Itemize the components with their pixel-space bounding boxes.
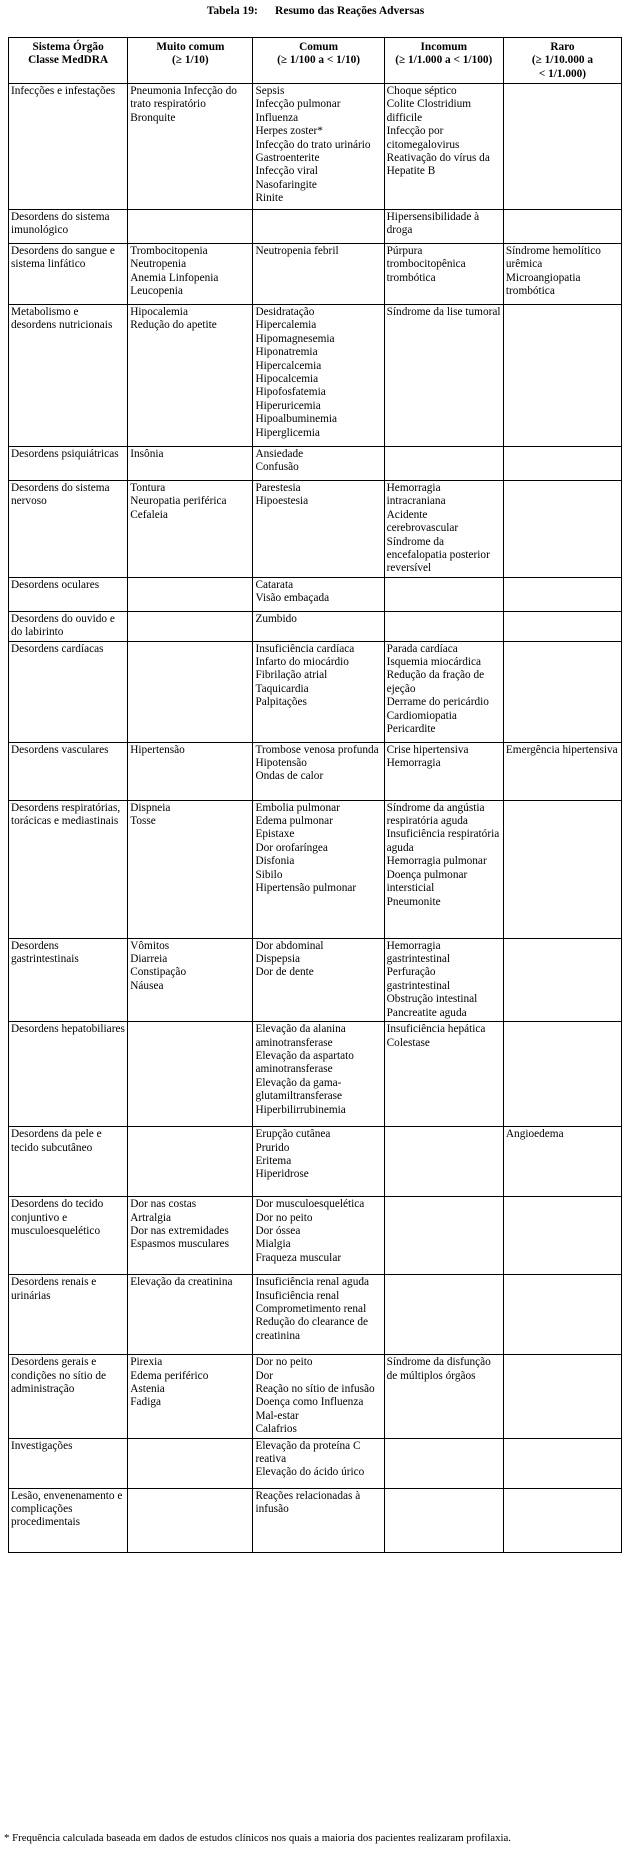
reaction-item: Neuropatia periférica <box>130 495 227 508</box>
header-very-common <box>128 38 253 84</box>
table-row <box>9 210 622 244</box>
very-common-cell <box>128 447 253 481</box>
reaction-item: Dor nas extremidades <box>130 1224 229 1237</box>
reaction-item: Angioedema <box>505 1128 564 1141</box>
reaction-item: Hiponatremia <box>255 346 318 359</box>
reaction-item: Eritema <box>255 1154 292 1167</box>
rare-cell <box>503 481 621 578</box>
reaction-item: Edema periférico <box>130 1369 209 1382</box>
reaction-item: Isquemia miocárdica <box>386 656 482 669</box>
common-cell <box>253 210 384 244</box>
reaction-item: Hipertensão pulmonar <box>255 882 357 895</box>
reaction-item: Leucopenia <box>130 285 183 298</box>
reaction-item: Ondas de calor <box>255 770 324 783</box>
header-line: (≥ 1/10) <box>172 54 209 67</box>
uncommon-cell <box>384 1275 503 1355</box>
rare-cell <box>503 1355 621 1438</box>
reaction-item: Infecção pulmonar <box>255 98 341 111</box>
reaction-item: Colestase <box>386 1036 430 1049</box>
reaction-item: Elevação da alanina aminotransferase <box>255 1023 346 1049</box>
common-cell <box>253 84 384 210</box>
system-organ-class-label: Desordens vasculares <box>11 743 109 756</box>
very-common-cell <box>128 305 253 447</box>
reaction-item: Hipoestesia <box>255 495 309 508</box>
system-organ-class-cell <box>9 244 128 305</box>
reaction-item: Disfonia <box>255 855 295 868</box>
reaction-item: Catarata <box>255 578 294 591</box>
reaction-item: Vômitos <box>130 939 170 952</box>
reaction-item: Insuficiência renal aguda <box>255 1276 370 1289</box>
reaction-item: Trombocitopenia <box>130 245 208 257</box>
header-uncommon <box>384 38 503 84</box>
common-cell <box>253 800 384 938</box>
table-row <box>9 1355 622 1438</box>
system-organ-class-cell <box>9 210 128 244</box>
reaction-item: Tontura <box>130 482 166 494</box>
reaction-item: Sepsis <box>255 85 285 97</box>
system-organ-class-cell <box>9 1355 128 1438</box>
reaction-item: Hipomagnesemia <box>255 332 335 345</box>
rare-cell <box>503 305 621 447</box>
system-organ-class-label: Desordens da pele e tecido subcutâneo <box>11 1128 102 1154</box>
system-organ-class-cell <box>9 611 128 641</box>
header-rare <box>503 38 621 84</box>
rare-cell <box>503 244 621 305</box>
rare-cell <box>503 1022 621 1127</box>
system-organ-class-cell <box>9 1127 128 1197</box>
reaction-item: Pericardite <box>386 723 436 736</box>
header-line: Incomum <box>420 41 467 53</box>
reaction-item: Reação no sítio de infusão Doença como Influenza Mal-estar <box>255 1382 375 1422</box>
reaction-item: Hipercalcemia <box>255 359 322 372</box>
uncommon-cell <box>384 800 503 938</box>
system-organ-class-cell <box>9 641 128 742</box>
reaction-item: Prurido <box>255 1141 290 1154</box>
reaction-item: Mialgia <box>255 1238 291 1251</box>
header-system-organ-class <box>9 38 128 84</box>
reaction-item: Hipertensão <box>130 743 185 756</box>
header-line: Muito comum <box>156 41 225 53</box>
table-row <box>9 447 622 481</box>
reaction-item: Espasmos musculares <box>130 1238 230 1251</box>
reaction-item: Emergência hipertensiva <box>505 743 618 756</box>
uncommon-cell <box>384 742 503 800</box>
reaction-item: Anemia Linfopenia <box>130 271 219 284</box>
rare-cell <box>503 800 621 938</box>
system-organ-class-label: Desordens psiquiátricas <box>11 448 119 460</box>
very-common-cell <box>128 244 253 305</box>
system-organ-class-cell <box>9 1022 128 1127</box>
reaction-item: Insônia <box>130 448 164 460</box>
reaction-item: Neutropenia febril <box>255 245 339 257</box>
reaction-item: Sibilo <box>255 868 283 881</box>
rare-cell <box>503 1488 621 1552</box>
reaction-item: Dor orofaríngea <box>255 841 328 854</box>
system-organ-class-cell <box>9 577 128 611</box>
common-cell <box>253 641 384 742</box>
reaction-item: Hipercalemia <box>255 319 317 332</box>
common-cell <box>253 938 384 1021</box>
reaction-item: Crise hipertensiva <box>386 743 469 756</box>
system-organ-class-label: Desordens cardíacas <box>11 642 104 655</box>
very-common-cell <box>128 481 253 578</box>
reaction-item: Comprometimento renal <box>255 1302 367 1315</box>
reaction-item: Hiperuricemia <box>255 399 321 412</box>
common-cell <box>253 1197 384 1275</box>
reaction-item: Fraqueza muscular <box>255 1251 342 1264</box>
reaction-item: Redução do apetite <box>130 319 217 332</box>
reaction-item: Herpes zoster* <box>255 125 323 138</box>
reaction-item: Hiperbilirrubinemia <box>255 1103 346 1116</box>
reaction-item: Doença pulmonar intersticial <box>386 868 468 895</box>
reaction-item: Diarreia <box>130 953 168 966</box>
reaction-item: Elevação da gama-glutamiltransferase <box>255 1076 343 1103</box>
table-row <box>9 641 622 742</box>
common-cell <box>253 1022 384 1127</box>
system-organ-class-cell <box>9 742 128 800</box>
reaction-item: Bronquite <box>130 111 176 124</box>
reaction-item: Infecção por citomegalovirus <box>386 125 460 151</box>
adverse-reactions-table <box>8 37 622 1553</box>
reaction-item: Infecção do trato urinário <box>255 138 371 151</box>
header-line: Comum <box>299 41 339 53</box>
header-line: (≥ 1/10.000 a <box>531 54 593 67</box>
header-line: Sistema Órgão <box>32 41 104 53</box>
reaction-item: Elevação da creatinina <box>130 1276 233 1289</box>
table-row <box>9 1438 622 1488</box>
reaction-item: Edema pulmonar <box>255 815 333 828</box>
reaction-item: Insuficiência cardíaca <box>255 642 355 655</box>
very-common-cell <box>128 577 253 611</box>
reaction-item: Taquicardia <box>255 682 309 695</box>
system-organ-class-cell <box>9 800 128 938</box>
system-organ-class-cell <box>9 305 128 447</box>
reaction-item: Hemorragia <box>386 757 441 770</box>
reaction-item: Fibrilação atrial <box>255 669 328 682</box>
reaction-item: Elevação da proteína C reativa <box>255 1439 361 1465</box>
reaction-item: Cardiomiopatia <box>386 709 457 722</box>
table-row <box>9 800 622 938</box>
header-line: Raro <box>550 41 575 53</box>
reaction-item: Parada cardíaca <box>386 642 458 655</box>
very-common-cell <box>128 641 253 742</box>
reaction-item: Epistaxe <box>255 828 295 841</box>
system-organ-class-label: Desordens do sangue e sistema linfático <box>11 245 115 271</box>
reaction-item: Dor nas costas <box>130 1198 197 1211</box>
uncommon-cell <box>384 305 503 447</box>
reaction-item: Dispepsia <box>255 953 301 966</box>
reaction-item: Influenza <box>255 111 299 124</box>
system-organ-class-cell <box>9 1275 128 1355</box>
system-organ-class-label: Desordens oculares <box>11 578 100 591</box>
table-row <box>9 938 622 1021</box>
table-row <box>9 611 622 641</box>
reaction-item: Rinite <box>255 192 284 205</box>
reaction-item: Colite Clostridium difficile <box>386 98 472 124</box>
very-common-cell <box>128 1275 253 1355</box>
very-common-cell <box>128 938 253 1021</box>
rare-cell <box>503 84 621 210</box>
reaction-item: Insuficiência respiratória aguda <box>386 828 500 854</box>
very-common-cell <box>128 1127 253 1197</box>
uncommon-cell <box>384 1438 503 1488</box>
system-organ-class-label: Desordens respiratórias, torácicas e mediastinais <box>11 801 121 828</box>
table-row <box>9 1197 622 1275</box>
reaction-item: Insuficiência hepática <box>386 1023 486 1036</box>
reaction-item: Dispneia <box>130 801 171 814</box>
very-common-cell <box>128 210 253 244</box>
reaction-item: Dor óssea <box>255 1224 301 1237</box>
reaction-item: Reativação do vírus da Hepatite B <box>386 152 490 178</box>
uncommon-cell <box>384 84 503 210</box>
reaction-item: Síndrome da angústia respiratória aguda <box>386 801 485 828</box>
uncommon-cell <box>384 577 503 611</box>
system-organ-class-label: Desordens do sistema imunológico <box>11 211 110 237</box>
uncommon-cell <box>384 210 503 244</box>
reaction-item: Confusão <box>255 461 299 474</box>
reaction-item: Hemorragia pulmonar <box>386 855 487 868</box>
reaction-item: Hipocalemia <box>130 306 188 318</box>
reaction-item: Astenia <box>130 1382 165 1395</box>
system-organ-class-label: Desordens do tecido conjuntivo e musculoesquelético <box>11 1198 104 1237</box>
very-common-cell <box>128 1197 253 1275</box>
reaction-item: Elevação do ácido úrico <box>255 1466 365 1479</box>
common-cell <box>253 1438 384 1488</box>
uncommon-cell <box>384 447 503 481</box>
uncommon-cell <box>384 1197 503 1275</box>
table-title: Tabela 19: Resumo das Reações Adversas <box>206 5 425 17</box>
table-row <box>9 84 622 210</box>
reaction-item: Síndrome da disfunção de múltiplos órgãos <box>386 1356 491 1382</box>
system-organ-class-cell <box>9 84 128 210</box>
uncommon-cell <box>384 1355 503 1438</box>
very-common-cell <box>128 611 253 641</box>
uncommon-cell <box>384 641 503 742</box>
reaction-item: Hipersensibilidade à droga <box>386 211 480 237</box>
rare-cell <box>503 210 621 244</box>
common-cell <box>253 1355 384 1438</box>
common-cell <box>253 611 384 641</box>
reaction-item: Ansiedade <box>255 448 304 460</box>
table-row <box>9 1275 622 1355</box>
system-organ-class-cell <box>9 481 128 578</box>
reaction-item: Insuficiência renal <box>255 1289 340 1302</box>
system-organ-class-cell <box>9 1488 128 1552</box>
reaction-item: Visão embaçada <box>255 592 330 605</box>
uncommon-cell <box>384 244 503 305</box>
reaction-item: Gastroenterite <box>255 152 320 165</box>
reaction-item: Artralgia <box>130 1211 172 1224</box>
reaction-item: Infecção viral <box>255 165 318 178</box>
header-line: (≥ 1/100 a < 1/10) <box>277 54 361 67</box>
system-organ-class-cell <box>9 1197 128 1275</box>
reaction-item: Perfuração gastrintestinal <box>386 966 451 992</box>
system-organ-class-cell <box>9 1438 128 1488</box>
reaction-item: Cefaleia <box>130 508 168 521</box>
footnote: * Frequência calculada baseada em dados de estudos clínicos nos quais a maioria dos pacientes realizaram profilaxia. <box>4 1832 511 1844</box>
rare-cell <box>503 1438 621 1488</box>
reaction-item: Erupção cutânea <box>255 1128 331 1141</box>
header-line: < 1/1.000) <box>538 67 587 80</box>
reaction-item: Obstrução intestinal <box>386 993 478 1006</box>
reaction-item: Dor de dente <box>255 966 314 979</box>
reaction-item: Pancreatite aguda <box>386 1006 467 1019</box>
reaction-item: Redução da fração de ejeção <box>386 669 485 695</box>
reaction-item: Púrpura trombocitopênica trombótica <box>386 245 466 284</box>
common-cell <box>253 577 384 611</box>
header-common <box>253 38 384 84</box>
very-common-cell <box>128 1488 253 1552</box>
reaction-item: Hemorragia intracraniana <box>386 482 446 508</box>
reaction-item: Palpitações <box>255 696 307 709</box>
very-common-cell <box>128 800 253 938</box>
rare-cell <box>503 742 621 800</box>
reaction-item: Pirexia <box>130 1356 163 1369</box>
very-common-cell <box>128 742 253 800</box>
reaction-item: Pneumonia Infecção do trato respiratório <box>130 85 237 111</box>
reaction-item: Nasofaringite <box>255 178 317 191</box>
reaction-item: Síndrome da encefalopatia posterior reversível <box>386 535 490 575</box>
uncommon-cell <box>384 611 503 641</box>
reaction-item: Zumbido <box>255 612 297 625</box>
uncommon-cell <box>384 1488 503 1552</box>
system-organ-class-label: Desordens gerais e condições no sítio de administração <box>11 1356 107 1395</box>
common-cell <box>253 1127 384 1197</box>
system-organ-class-label: Desordens do sistema nervoso <box>11 482 110 508</box>
very-common-cell <box>128 1355 253 1438</box>
reaction-item: Trombose venosa profunda <box>255 743 379 756</box>
reaction-item: Hipoalbuminemia <box>255 413 338 426</box>
reaction-item: Elevação da aspartato aminotransferase <box>255 1049 354 1076</box>
uncommon-cell <box>384 938 503 1021</box>
rare-cell <box>503 1275 621 1355</box>
reaction-item: Pneumonite <box>386 895 441 908</box>
table-row <box>9 244 622 305</box>
common-cell <box>253 1275 384 1355</box>
reaction-item: Hiperglicemia <box>255 426 320 439</box>
reaction-item: Dor no peito <box>255 1211 313 1224</box>
table-row <box>9 305 622 447</box>
system-organ-class-label: Desordens gastrintestinais <box>11 939 79 966</box>
table-row <box>9 1488 622 1552</box>
system-organ-class-cell <box>9 447 128 481</box>
system-organ-class-label: Desordens renais e urinárias <box>11 1276 97 1302</box>
system-organ-class-label: Metabolismo e desordens nutricionais <box>11 306 113 332</box>
common-cell <box>253 481 384 578</box>
reaction-item: Náusea <box>130 979 164 992</box>
reaction-item: Embolia pulmonar <box>255 801 340 814</box>
system-organ-class-label: Infecções e infestações <box>11 85 116 97</box>
rare-cell <box>503 1197 621 1275</box>
reaction-item: Síndrome hemolítico urêmica <box>505 245 601 271</box>
rare-cell <box>503 1127 621 1197</box>
common-cell <box>253 244 384 305</box>
reaction-item: Dor no peito <box>255 1356 313 1369</box>
very-common-cell <box>128 1438 253 1488</box>
common-cell <box>253 305 384 447</box>
reaction-item: Hemorragia gastrintestinal <box>386 939 451 966</box>
reaction-item: Microangiopatia trombótica <box>505 271 581 298</box>
reaction-item: Dor abdominal <box>255 939 324 952</box>
reaction-item: Hiperidrose <box>255 1168 309 1181</box>
system-organ-class-cell <box>9 938 128 1021</box>
reaction-item: Neutropenia <box>130 258 187 271</box>
very-common-cell <box>128 1022 253 1127</box>
common-cell <box>253 1488 384 1552</box>
reaction-item: Reações relacionadas à infusão <box>255 1489 361 1515</box>
reaction-item: Parestesia <box>255 482 301 494</box>
reaction-item: Fadiga <box>130 1396 161 1409</box>
uncommon-cell <box>384 1022 503 1127</box>
system-organ-class-label: Desordens hepatobiliares <box>11 1023 125 1036</box>
reaction-item: Infarto do miocárdio <box>255 656 349 669</box>
reaction-item: Choque séptico <box>386 85 457 97</box>
reaction-item: Desidratação <box>255 306 315 318</box>
table-row <box>9 1127 622 1197</box>
rare-cell <box>503 611 621 641</box>
common-cell <box>253 742 384 800</box>
rare-cell <box>503 641 621 742</box>
uncommon-cell <box>384 1127 503 1197</box>
header-row <box>9 38 622 84</box>
rare-cell <box>503 938 621 1021</box>
system-organ-class-label: Lesão, envenenamento e complicações procedimentais <box>11 1489 123 1529</box>
reaction-item: Constipação <box>130 966 187 979</box>
reaction-item: Derrame do pericárdio <box>386 696 489 709</box>
table-row <box>9 577 622 611</box>
reaction-item: Hipofosfatemia <box>255 386 326 399</box>
reaction-item: Hipotensão <box>255 757 307 770</box>
header-line: Classe MedDRA <box>28 54 109 67</box>
system-organ-class-label: Investigações <box>11 1439 73 1452</box>
reaction-item: Dor musculoesquelética <box>255 1198 365 1211</box>
uncommon-cell <box>384 481 503 578</box>
reaction-item: Síndrome da lise tumoral <box>386 306 501 318</box>
reaction-item: Redução do clearance de creatinina <box>255 1316 369 1342</box>
reaction-item: Tosse <box>130 815 156 828</box>
reaction-item: Hipocalcemia <box>255 373 319 386</box>
reaction-item: Calafrios <box>255 1423 297 1436</box>
header-line: (≥ 1/1.000 a < 1/100) <box>395 54 493 67</box>
table-row <box>9 742 622 800</box>
rare-cell <box>503 447 621 481</box>
reaction-item: Dor <box>255 1369 274 1382</box>
common-cell <box>253 447 384 481</box>
rare-cell <box>503 577 621 611</box>
reaction-item: Acidente cerebrovascular <box>386 508 459 535</box>
system-organ-class-label: Desordens do ouvido e do labirinto <box>11 612 115 639</box>
very-common-cell <box>128 84 253 210</box>
table-row <box>9 481 622 578</box>
table-row <box>9 1022 622 1127</box>
